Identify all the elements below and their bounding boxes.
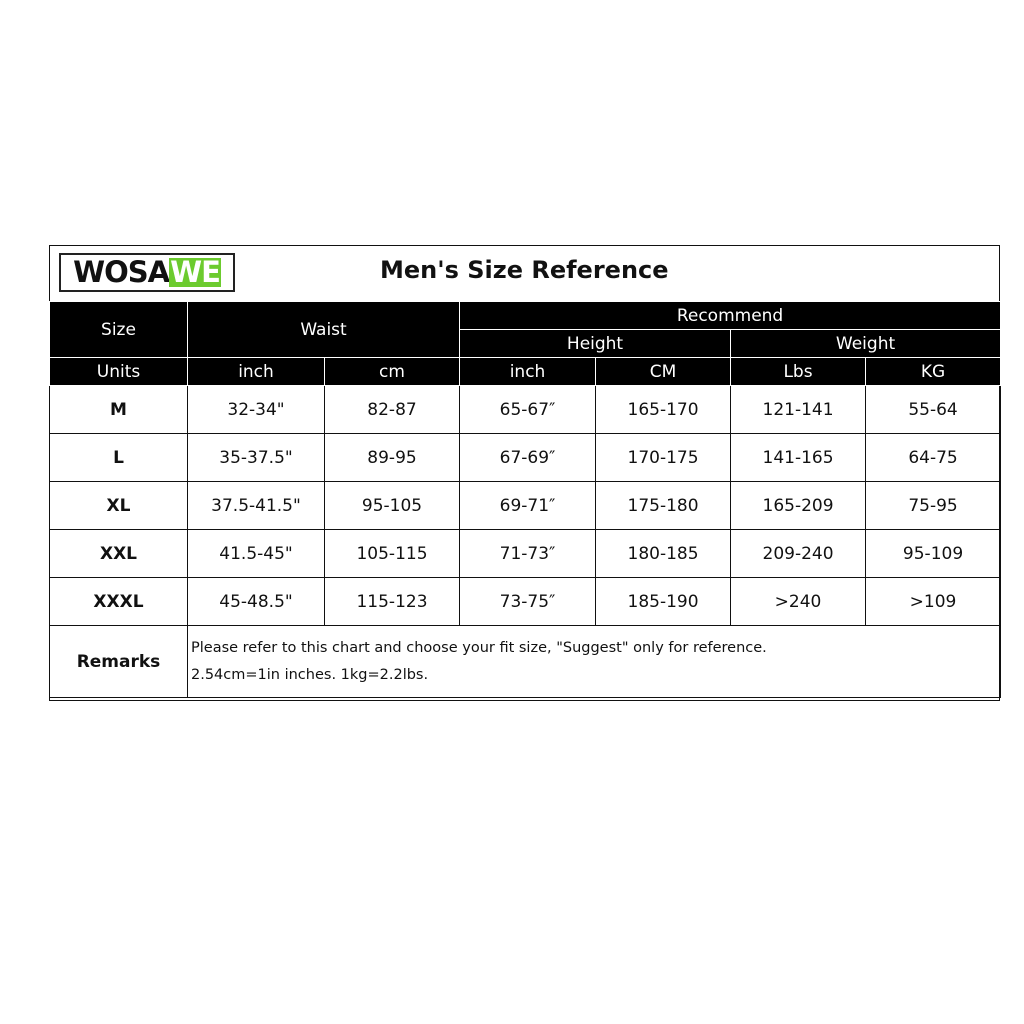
page-title: Men's Size Reference: [380, 256, 669, 284]
table-cell: 180-185: [596, 530, 731, 578]
table-cell: 89-95: [325, 434, 460, 482]
table-cell: 209-240: [731, 530, 866, 578]
table-row: [50, 434, 1001, 482]
size-chart: [49, 245, 1000, 701]
brand-logo: [59, 253, 235, 292]
header-height: Height: [460, 330, 731, 358]
table-cell: 75-95: [866, 482, 1001, 530]
table-cell: 105-115: [325, 530, 460, 578]
table-cell: 37.5-41.5": [188, 482, 325, 530]
table-cell: 67-69″: [460, 434, 596, 482]
units-label: Units: [50, 358, 188, 386]
size-table: [49, 301, 1001, 698]
title-row: [50, 246, 999, 301]
unit-height-cm: CM: [596, 358, 731, 386]
table-row: [50, 386, 1001, 434]
remarks-label: Remarks: [50, 626, 188, 698]
remarks-text: [188, 626, 1001, 698]
table-cell: 165-209: [731, 482, 866, 530]
size-cell: XXXL: [50, 578, 188, 626]
table-cell: >109: [866, 578, 1001, 626]
table-cell: 73-75″: [460, 578, 596, 626]
unit-waist-inch: inch: [188, 358, 325, 386]
table-cell: 69-71″: [460, 482, 596, 530]
table-row: [50, 482, 1001, 530]
unit-height-inch: inch: [460, 358, 596, 386]
header-recommend: Recommend: [460, 302, 1001, 330]
size-cell: XXL: [50, 530, 188, 578]
table-cell: 41.5-45": [188, 530, 325, 578]
table-cell: 95-109: [866, 530, 1001, 578]
table-row: [50, 578, 1001, 626]
logo-text-dark: WOSA: [73, 255, 170, 289]
table-row: [50, 530, 1001, 578]
table-cell: 64-75: [866, 434, 1001, 482]
size-cell: M: [50, 386, 188, 434]
size-cell: L: [50, 434, 188, 482]
remarks-line-1: Please refer to this chart and choose your fit size, "Suggest" only for reference.: [191, 639, 767, 656]
table-cell: 45-48.5": [188, 578, 325, 626]
size-cell: XL: [50, 482, 188, 530]
unit-waist-cm: cm: [325, 358, 460, 386]
table-cell: 35-37.5": [188, 434, 325, 482]
remarks-row: [50, 626, 1001, 698]
header-waist: Waist: [188, 302, 460, 358]
units-row: [50, 358, 1001, 386]
logo-text-accent: WE: [170, 255, 220, 289]
table-cell: 82-87: [325, 386, 460, 434]
remarks-line-2: 2.54cm=1in inches. 1kg=2.2lbs.: [191, 666, 429, 683]
table-cell: 65-67″: [460, 386, 596, 434]
table-cell: 165-170: [596, 386, 731, 434]
table-cell: 115-123: [325, 578, 460, 626]
table-cell: >240: [731, 578, 866, 626]
table-cell: 175-180: [596, 482, 731, 530]
table-cell: 185-190: [596, 578, 731, 626]
table-cell: 32-34": [188, 386, 325, 434]
table-cell: 71-73″: [460, 530, 596, 578]
table-cell: 121-141: [731, 386, 866, 434]
table-cell: 170-175: [596, 434, 731, 482]
table-cell: 141-165: [731, 434, 866, 482]
header-size: Size: [50, 302, 188, 358]
unit-weight-kg: KG: [866, 358, 1001, 386]
table-cell: 95-105: [325, 482, 460, 530]
header-weight: Weight: [731, 330, 1001, 358]
unit-weight-lbs: Lbs: [731, 358, 866, 386]
table-cell: 55-64: [866, 386, 1001, 434]
